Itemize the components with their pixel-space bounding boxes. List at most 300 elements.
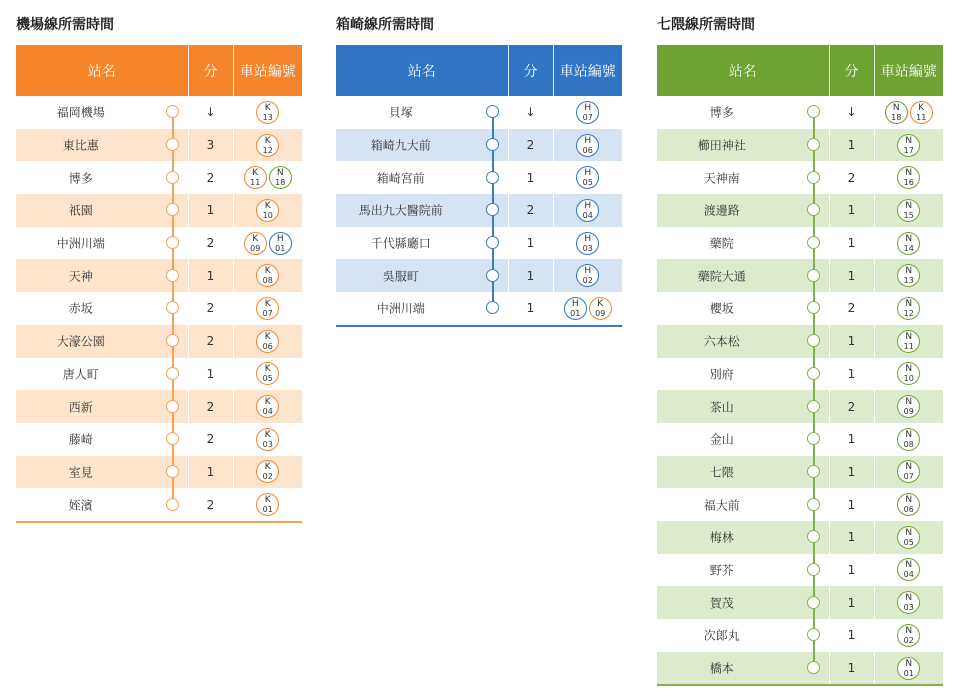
station-code-badge bbox=[897, 166, 920, 189]
airport-line-table bbox=[16, 45, 302, 523]
station-row bbox=[657, 161, 943, 194]
column-header-code: 車站編號 bbox=[553, 45, 622, 96]
station-row bbox=[336, 161, 622, 194]
station-row bbox=[657, 521, 943, 554]
travel-minutes: 2 bbox=[188, 423, 233, 456]
station-name: 福岡機場 bbox=[56, 105, 105, 120]
travel-minutes: 1 bbox=[829, 259, 874, 292]
station-name-cell bbox=[16, 423, 188, 456]
station-code-badge bbox=[885, 101, 908, 124]
station-name-cell bbox=[657, 619, 829, 652]
station-row bbox=[657, 390, 943, 423]
travel-minutes: 3 bbox=[188, 129, 233, 162]
station-row bbox=[16, 227, 302, 260]
station-code-letter: K bbox=[918, 102, 925, 113]
station-code-letter: K bbox=[264, 331, 271, 342]
station-row bbox=[657, 358, 943, 391]
station-code-letter: N bbox=[905, 397, 913, 408]
station-node-icon bbox=[166, 334, 179, 347]
station-row bbox=[657, 423, 943, 456]
station-code-badge bbox=[897, 297, 920, 320]
station-name: 茶山 bbox=[709, 400, 734, 415]
station-node-icon bbox=[166, 269, 179, 282]
station-row bbox=[657, 194, 943, 227]
station-name: 渡邊路 bbox=[703, 203, 740, 218]
station-name-cell bbox=[16, 390, 188, 423]
station-node-icon bbox=[486, 138, 499, 151]
station-node-icon bbox=[807, 530, 820, 543]
station-row bbox=[16, 390, 302, 423]
travel-minutes: 1 bbox=[829, 554, 874, 587]
station-code-cell bbox=[233, 227, 302, 260]
nanakuma-line-table bbox=[657, 45, 943, 686]
station-name: 次郎丸 bbox=[703, 628, 740, 643]
station-node-icon bbox=[807, 628, 820, 641]
station-code-letter: N bbox=[905, 168, 913, 179]
column-header-code: 車站編號 bbox=[874, 45, 943, 96]
station-code-number: 13 bbox=[262, 112, 273, 122]
table-header-row bbox=[336, 45, 622, 96]
station-code-badge bbox=[897, 134, 920, 157]
station-name-cell bbox=[16, 456, 188, 489]
station-code-cell bbox=[874, 227, 943, 260]
station-name-cell bbox=[16, 194, 188, 227]
station-code-badge bbox=[256, 428, 279, 451]
station-node-icon bbox=[486, 105, 499, 118]
station-name: 赤坂 bbox=[68, 301, 93, 316]
station-code-number: 07 bbox=[903, 472, 914, 482]
station-code-badge bbox=[244, 232, 267, 255]
station-row bbox=[657, 259, 943, 292]
station-code-letter: K bbox=[264, 102, 271, 113]
station-code-badge bbox=[897, 362, 920, 385]
station-code-letter: N bbox=[905, 658, 913, 669]
station-code-number: 03 bbox=[903, 603, 914, 613]
station-name-cell bbox=[336, 194, 508, 227]
station-row bbox=[16, 194, 302, 227]
station-name: 千代縣廳口 bbox=[370, 236, 431, 251]
travel-minutes: 2 bbox=[188, 390, 233, 423]
station-code-letter: N bbox=[905, 593, 913, 604]
station-name: 藥院 bbox=[709, 236, 734, 251]
station-node-icon bbox=[807, 563, 820, 576]
station-code-cell bbox=[553, 227, 622, 260]
station-row bbox=[16, 259, 302, 292]
station-code-badge bbox=[256, 199, 279, 222]
station-name-cell bbox=[657, 161, 829, 194]
station-code-number: 16 bbox=[903, 178, 914, 188]
station-code-letter: N bbox=[905, 364, 913, 375]
station-node-icon bbox=[166, 236, 179, 249]
station-name-cell bbox=[336, 227, 508, 260]
station-name: 箱崎宮前 bbox=[376, 171, 425, 186]
station-code-number: 03 bbox=[582, 243, 593, 253]
station-name: 室見 bbox=[68, 465, 93, 480]
station-code-letter: K bbox=[252, 233, 259, 244]
station-code-letter: H bbox=[584, 200, 592, 211]
station-name-cell bbox=[657, 652, 829, 686]
station-code-letter: H bbox=[584, 266, 592, 277]
station-code-badge bbox=[897, 199, 920, 222]
station-code-cell bbox=[874, 586, 943, 619]
station-code-number: 08 bbox=[262, 276, 273, 286]
travel-minutes: 1 bbox=[829, 325, 874, 358]
station-code-cell bbox=[233, 129, 302, 162]
station-code-badge bbox=[256, 297, 279, 320]
station-node-icon bbox=[486, 171, 499, 184]
station-row bbox=[16, 488, 302, 522]
station-node-icon bbox=[166, 465, 179, 478]
station-code-number: 07 bbox=[582, 112, 593, 122]
station-code-badge bbox=[910, 101, 933, 124]
station-node-icon bbox=[807, 203, 820, 216]
station-node-icon bbox=[166, 138, 179, 151]
station-name-cell bbox=[16, 292, 188, 325]
station-code-badge bbox=[256, 460, 279, 483]
station-row bbox=[657, 488, 943, 521]
station-code-number: 13 bbox=[903, 276, 914, 286]
station-code-letter: H bbox=[584, 102, 592, 113]
station-code-badge bbox=[256, 362, 279, 385]
station-name-cell bbox=[657, 292, 829, 325]
travel-minutes: 1 bbox=[508, 161, 553, 194]
station-node-icon bbox=[807, 236, 820, 249]
station-code-number: 02 bbox=[903, 635, 914, 645]
station-code-number: 11 bbox=[916, 112, 927, 122]
station-node-icon bbox=[486, 269, 499, 282]
station-code-cell bbox=[874, 619, 943, 652]
station-row bbox=[657, 586, 943, 619]
hakozaki-line-table bbox=[336, 45, 622, 327]
column-header-code: 車站編號 bbox=[233, 45, 302, 96]
station-name-cell bbox=[657, 194, 829, 227]
station-node-icon bbox=[166, 301, 179, 314]
station-code-badge bbox=[256, 330, 279, 353]
travel-minutes: 1 bbox=[829, 227, 874, 260]
station-code-cell bbox=[874, 652, 943, 686]
travel-minutes: 2 bbox=[508, 194, 553, 227]
station-node-icon bbox=[807, 105, 820, 118]
travel-minutes: 1 bbox=[829, 423, 874, 456]
station-code-letter: N bbox=[905, 135, 913, 146]
station-code-badge bbox=[897, 232, 920, 255]
station-code-letter: N bbox=[905, 560, 913, 571]
station-name-cell bbox=[657, 586, 829, 619]
station-code-cell bbox=[233, 292, 302, 325]
column-header-station: 站名 bbox=[657, 45, 829, 96]
station-name: 祇園 bbox=[68, 203, 93, 218]
station-code-letter: H bbox=[584, 135, 592, 146]
station-code-letter: N bbox=[892, 102, 900, 113]
travel-minutes: 2 bbox=[188, 227, 233, 260]
station-name-cell bbox=[657, 423, 829, 456]
station-name: 馬出九大醫院前 bbox=[358, 203, 443, 218]
station-code-number: 05 bbox=[262, 374, 273, 384]
station-code-cell bbox=[553, 161, 622, 194]
station-name-cell bbox=[657, 227, 829, 260]
station-code-cell bbox=[553, 292, 622, 326]
hakozaki-line-title: 箱崎線所需時間 bbox=[336, 17, 434, 33]
nanakuma-line-title: 七隈線所需時間 bbox=[657, 17, 755, 33]
station-code-badge bbox=[897, 526, 920, 549]
station-name: 六本松 bbox=[703, 334, 740, 349]
station-code-badge bbox=[897, 624, 920, 647]
travel-minutes: 2 bbox=[188, 488, 233, 522]
station-code-cell bbox=[233, 456, 302, 489]
travel-minutes: 2 bbox=[188, 325, 233, 358]
station-code-number: 01 bbox=[262, 505, 273, 515]
station-code-letter: N bbox=[905, 527, 913, 538]
station-row bbox=[16, 358, 302, 391]
station-row bbox=[336, 96, 622, 129]
station-code-cell bbox=[874, 161, 943, 194]
station-name-cell bbox=[16, 358, 188, 391]
station-name-cell bbox=[16, 259, 188, 292]
station-row bbox=[336, 259, 622, 292]
table-header-row bbox=[657, 45, 943, 96]
station-code-cell bbox=[233, 325, 302, 358]
station-code-letter: N bbox=[905, 429, 913, 440]
station-row bbox=[16, 96, 302, 129]
station-code-cell bbox=[874, 194, 943, 227]
station-code-number: 08 bbox=[903, 439, 914, 449]
station-name: 別府 bbox=[709, 367, 734, 382]
travel-minutes: 1 bbox=[188, 259, 233, 292]
station-name-cell bbox=[336, 96, 508, 129]
station-code-letter: K bbox=[252, 168, 259, 179]
station-code-badge bbox=[576, 264, 599, 287]
column-header-minutes: 分 bbox=[188, 45, 233, 96]
station-code-number: 12 bbox=[903, 308, 914, 318]
station-code-cell bbox=[553, 259, 622, 292]
station-code-number: 09 bbox=[595, 308, 606, 318]
station-node-icon bbox=[166, 203, 179, 216]
station-code-number: 11 bbox=[903, 341, 914, 351]
station-name-cell bbox=[336, 129, 508, 162]
station-code-cell bbox=[233, 488, 302, 522]
station-row bbox=[16, 423, 302, 456]
travel-minutes: 1 bbox=[829, 358, 874, 391]
travel-minutes: ↓ bbox=[508, 96, 553, 129]
station-code-badge bbox=[576, 166, 599, 189]
station-code-badge bbox=[256, 134, 279, 157]
station-code-letter: K bbox=[264, 200, 271, 211]
station-row bbox=[16, 161, 302, 194]
station-code-number: 06 bbox=[582, 145, 593, 155]
station-node-icon bbox=[166, 171, 179, 184]
station-code-badge bbox=[897, 460, 920, 483]
column-header-minutes: 分 bbox=[508, 45, 553, 96]
station-code-number: 10 bbox=[903, 374, 914, 384]
station-name: 藥院大通 bbox=[697, 269, 746, 284]
station-code-letter: N bbox=[905, 462, 913, 473]
station-code-letter: N bbox=[905, 200, 913, 211]
station-code-badge bbox=[244, 166, 267, 189]
station-row bbox=[16, 325, 302, 358]
station-name-cell bbox=[16, 129, 188, 162]
station-name: 藤崎 bbox=[68, 432, 93, 447]
station-code-number: 05 bbox=[903, 537, 914, 547]
station-row bbox=[657, 554, 943, 587]
station-name-cell bbox=[657, 325, 829, 358]
station-code-cell bbox=[874, 390, 943, 423]
station-code-badge bbox=[897, 395, 920, 418]
station-code-number: 04 bbox=[582, 210, 593, 220]
travel-minutes: 2 bbox=[188, 161, 233, 194]
station-name: 福大前 bbox=[703, 498, 740, 513]
station-code-badge bbox=[256, 101, 279, 124]
station-name: 唐人町 bbox=[62, 367, 99, 382]
station-code-number: 06 bbox=[262, 341, 273, 351]
station-name: 金山 bbox=[709, 432, 734, 447]
station-code-cell bbox=[233, 96, 302, 129]
station-code-cell bbox=[874, 456, 943, 489]
station-name: 天神南 bbox=[703, 171, 740, 186]
station-row bbox=[657, 325, 943, 358]
station-code-cell bbox=[874, 554, 943, 587]
station-name: 賀茂 bbox=[709, 596, 734, 611]
station-code-cell bbox=[874, 521, 943, 554]
station-code-cell bbox=[874, 325, 943, 358]
station-name-cell bbox=[657, 358, 829, 391]
station-code-cell bbox=[874, 488, 943, 521]
station-node-icon bbox=[807, 171, 820, 184]
station-code-letter: K bbox=[264, 298, 271, 309]
station-row bbox=[336, 194, 622, 227]
travel-minutes: 1 bbox=[188, 358, 233, 391]
station-code-number: 04 bbox=[262, 407, 273, 417]
station-code-badge bbox=[564, 297, 587, 320]
station-code-number: 17 bbox=[903, 145, 914, 155]
station-code-cell bbox=[874, 96, 943, 129]
station-row bbox=[657, 96, 943, 129]
station-code-number: 14 bbox=[903, 243, 914, 253]
station-code-number: 01 bbox=[903, 668, 914, 678]
station-code-badge bbox=[256, 493, 279, 516]
travel-minutes: 1 bbox=[829, 521, 874, 554]
station-row bbox=[336, 292, 622, 326]
station-code-letter: K bbox=[597, 298, 604, 309]
station-code-number: 11 bbox=[250, 178, 261, 188]
station-code-badge bbox=[576, 232, 599, 255]
station-name: 大濠公園 bbox=[56, 334, 105, 349]
column-header-station: 站名 bbox=[16, 45, 188, 96]
station-code-number: 12 bbox=[262, 145, 273, 155]
station-code-number: 09 bbox=[250, 243, 261, 253]
station-code-number: 03 bbox=[262, 439, 273, 449]
station-node-icon bbox=[807, 498, 820, 511]
station-code-letter: K bbox=[264, 364, 271, 375]
station-code-letter: N bbox=[276, 168, 284, 179]
station-code-badge bbox=[897, 264, 920, 287]
travel-minutes: 1 bbox=[829, 586, 874, 619]
station-name: 中洲川端 bbox=[56, 236, 105, 251]
travel-minutes: ↓ bbox=[829, 96, 874, 129]
travel-minutes: 1 bbox=[829, 456, 874, 489]
station-name: 東比惠 bbox=[62, 138, 99, 153]
station-name: 櫻坂 bbox=[709, 301, 734, 316]
station-node-icon bbox=[807, 334, 820, 347]
station-node-icon bbox=[807, 596, 820, 609]
station-code-number: 01 bbox=[570, 308, 581, 318]
station-node-icon bbox=[166, 400, 179, 413]
station-code-letter: H bbox=[584, 233, 592, 244]
station-node-icon bbox=[807, 269, 820, 282]
station-name: 博多 bbox=[68, 171, 93, 186]
station-code-cell bbox=[553, 194, 622, 227]
column-header-station: 站名 bbox=[336, 45, 508, 96]
station-name: 西新 bbox=[68, 400, 93, 415]
station-row bbox=[16, 292, 302, 325]
station-row bbox=[336, 129, 622, 162]
travel-minutes: 1 bbox=[188, 194, 233, 227]
station-code-cell bbox=[874, 129, 943, 162]
station-code-cell bbox=[233, 423, 302, 456]
station-name: 櫛田神社 bbox=[697, 138, 746, 153]
station-code-letter: K bbox=[264, 135, 271, 146]
travel-minutes: 1 bbox=[508, 292, 553, 326]
station-name: 中洲川端 bbox=[376, 301, 425, 316]
travel-minutes: 2 bbox=[829, 161, 874, 194]
station-name: 姪濱 bbox=[68, 498, 93, 513]
station-name-cell bbox=[657, 96, 829, 129]
station-node-icon bbox=[807, 138, 820, 151]
station-code-cell bbox=[874, 358, 943, 391]
station-code-number: 02 bbox=[582, 276, 593, 286]
station-name: 貝塚 bbox=[388, 105, 413, 120]
station-code-number: 05 bbox=[582, 178, 593, 188]
station-name-cell bbox=[16, 96, 188, 129]
station-name-cell bbox=[336, 161, 508, 194]
station-code-cell bbox=[874, 423, 943, 456]
station-code-cell bbox=[233, 259, 302, 292]
station-code-letter: N bbox=[905, 625, 913, 636]
station-name: 天神 bbox=[68, 269, 93, 284]
station-node-icon bbox=[166, 367, 179, 380]
station-node-icon bbox=[807, 661, 820, 674]
station-code-number: 09 bbox=[903, 407, 914, 417]
station-row bbox=[657, 292, 943, 325]
station-name: 博多 bbox=[709, 105, 734, 120]
station-code-badge bbox=[897, 330, 920, 353]
station-code-cell bbox=[874, 259, 943, 292]
station-code-letter: N bbox=[905, 298, 913, 309]
station-node-icon bbox=[486, 236, 499, 249]
station-name-cell bbox=[657, 554, 829, 587]
station-name: 箱崎九大前 bbox=[370, 138, 431, 153]
station-name: 吳服町 bbox=[382, 269, 419, 284]
station-row bbox=[657, 652, 943, 686]
station-code-letter: N bbox=[905, 331, 913, 342]
station-name-cell bbox=[657, 259, 829, 292]
station-row bbox=[16, 456, 302, 489]
travel-minutes: 1 bbox=[829, 652, 874, 686]
station-name-cell bbox=[16, 161, 188, 194]
station-code-letter: K bbox=[264, 495, 271, 506]
travel-minutes: 1 bbox=[508, 227, 553, 260]
station-code-cell bbox=[553, 129, 622, 162]
station-row bbox=[657, 129, 943, 162]
station-name-cell bbox=[657, 456, 829, 489]
station-code-letter: K bbox=[264, 266, 271, 277]
travel-minutes: 1 bbox=[188, 456, 233, 489]
station-code-badge bbox=[897, 558, 920, 581]
station-node-icon bbox=[166, 105, 179, 118]
station-code-number: 15 bbox=[903, 210, 914, 220]
station-code-badge bbox=[269, 166, 292, 189]
station-code-number: 18 bbox=[275, 178, 286, 188]
station-code-badge bbox=[897, 428, 920, 451]
